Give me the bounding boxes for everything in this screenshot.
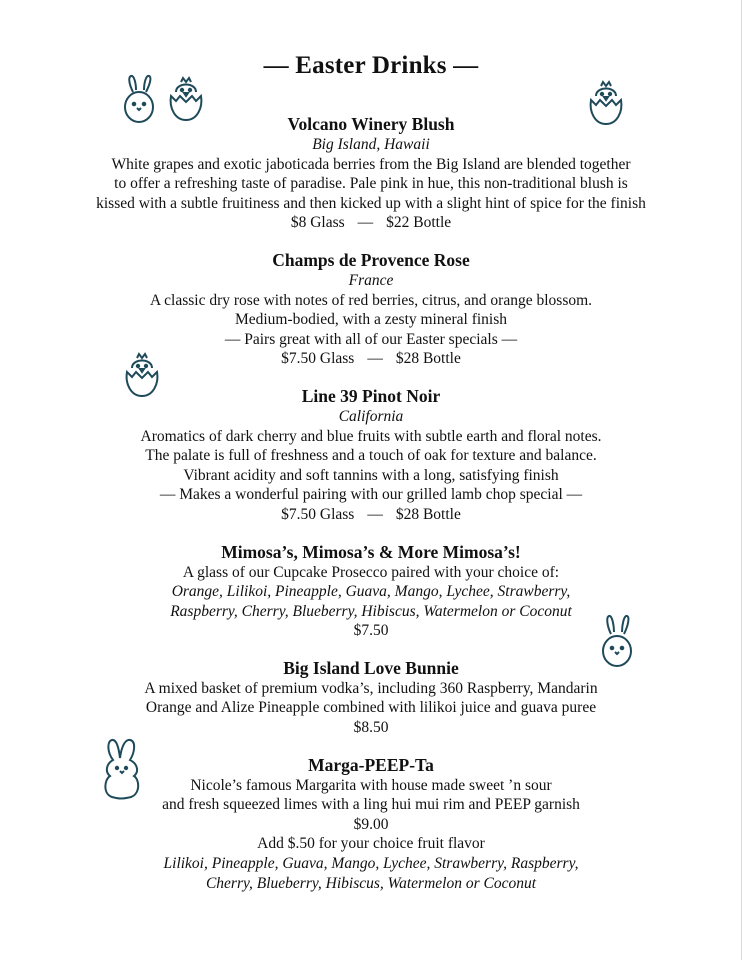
item-description: Orange and Alize Pineapple combined with lilikoi juice and guava puree bbox=[145, 699, 597, 717]
item-pairing-note: — Makes a wonderful pairing with our grilled lamb chop special — bbox=[159, 486, 583, 504]
item-price: $7.50 bbox=[353, 622, 389, 640]
item-origin: Big Island, Hawaii bbox=[312, 136, 430, 153]
price-separator: — bbox=[357, 214, 374, 232]
item-flavors: Lilikoi, Pineapple, Guava, Mango, Lychee, Strawberry, Raspberry, bbox=[163, 855, 579, 873]
item-addon: Add $.50 for your choice fruit flavor bbox=[257, 835, 485, 853]
menu-item-mimosas bbox=[0, 542, 742, 641]
item-name: Line 39 Pinot Noir bbox=[301, 385, 441, 406]
price-separator: — bbox=[367, 350, 383, 368]
item-price: $8.50 bbox=[353, 719, 389, 737]
item-name: Mimosa’s, Mimosa’s & More Mimosa’s! bbox=[221, 541, 521, 562]
item-description: White grapes and exotic jaboticada berries from the Big Island are blended together bbox=[111, 155, 631, 173]
item-flavors: Orange, Lilikoi, Pineapple, Guava, Mango, Lychee, Strawberry, bbox=[171, 583, 571, 601]
item-description: The palate is full of freshness and a touch of oak for texture and balance. bbox=[145, 447, 597, 465]
menu-item-marga-peep-ta bbox=[0, 755, 742, 894]
item-pairing-note: — Pairs great with all of our Easter specials — bbox=[224, 330, 518, 348]
menu-item-champs-rose bbox=[0, 250, 742, 369]
item-description: and fresh squeezed limes with a ling hui mui rim and PEEP garnish bbox=[162, 796, 580, 814]
item-description: Aromatics of dark cherry and blue fruits with subtle earth and floral notes. bbox=[140, 427, 602, 445]
item-description: A classic dry rose with notes of red berries, citrus, and orange blossom. bbox=[149, 291, 593, 309]
item-description: Medium-bodied, with a zesty mineral finish bbox=[234, 311, 508, 329]
item-intro: A glass of our Cupcake Prosecco paired with your choice of: bbox=[182, 563, 560, 581]
item-name: Marga-PEEP-Ta bbox=[308, 754, 434, 775]
price-bottle: $28 Bottle bbox=[395, 505, 461, 523]
item-name: Volcano Winery Blush bbox=[287, 114, 455, 134]
price-glass: $7.50 Glass bbox=[281, 350, 355, 368]
menu-item-love-bunnie bbox=[0, 658, 742, 738]
item-description: to offer a refreshing taste of paradise. Pale pink in hue, this non-traditional blush is bbox=[114, 175, 628, 193]
item-flavors: Raspberry, Cherry, Blueberry, Hibiscus, Watermelon or Coconut bbox=[170, 602, 572, 620]
item-flavors: Cherry, Blueberry, Hibiscus, Watermelon or Coconut bbox=[205, 874, 537, 892]
item-name: Champs de Provence Rose bbox=[272, 249, 470, 270]
item-description: kissed with a subtle fruitiness and then kicked up with a slight hint of spice for the finish bbox=[96, 194, 646, 212]
menu-item-line39-pinot bbox=[0, 386, 742, 525]
price-separator: — bbox=[367, 505, 383, 523]
item-description: Nicole’s famous Margarita with house made sweet ’n sour bbox=[190, 776, 552, 794]
menu-item-volcano-blush bbox=[0, 114, 742, 233]
item-price bbox=[0, 213, 742, 233]
page-title: — Easter Drinks — bbox=[263, 52, 479, 79]
item-price bbox=[0, 505, 742, 525]
price-glass: $7.50 Glass bbox=[281, 505, 355, 523]
item-price: $9.00 bbox=[353, 815, 389, 833]
drinks-menu bbox=[0, 114, 742, 910]
item-origin: France bbox=[348, 271, 394, 289]
price-bottle: $22 Bottle bbox=[386, 214, 452, 232]
item-name: Big Island Love Bunnie bbox=[283, 657, 459, 678]
item-price bbox=[0, 349, 742, 369]
item-origin: California bbox=[338, 407, 404, 425]
item-description: Vibrant acidity and soft tannins with a long, satisfying finish bbox=[183, 466, 559, 484]
price-glass: $8 Glass bbox=[290, 214, 345, 232]
price-bottle: $28 Bottle bbox=[395, 350, 461, 368]
item-description: A mixed basket of premium vodka’s, including 360 Raspberry, Mandarin bbox=[144, 679, 598, 697]
